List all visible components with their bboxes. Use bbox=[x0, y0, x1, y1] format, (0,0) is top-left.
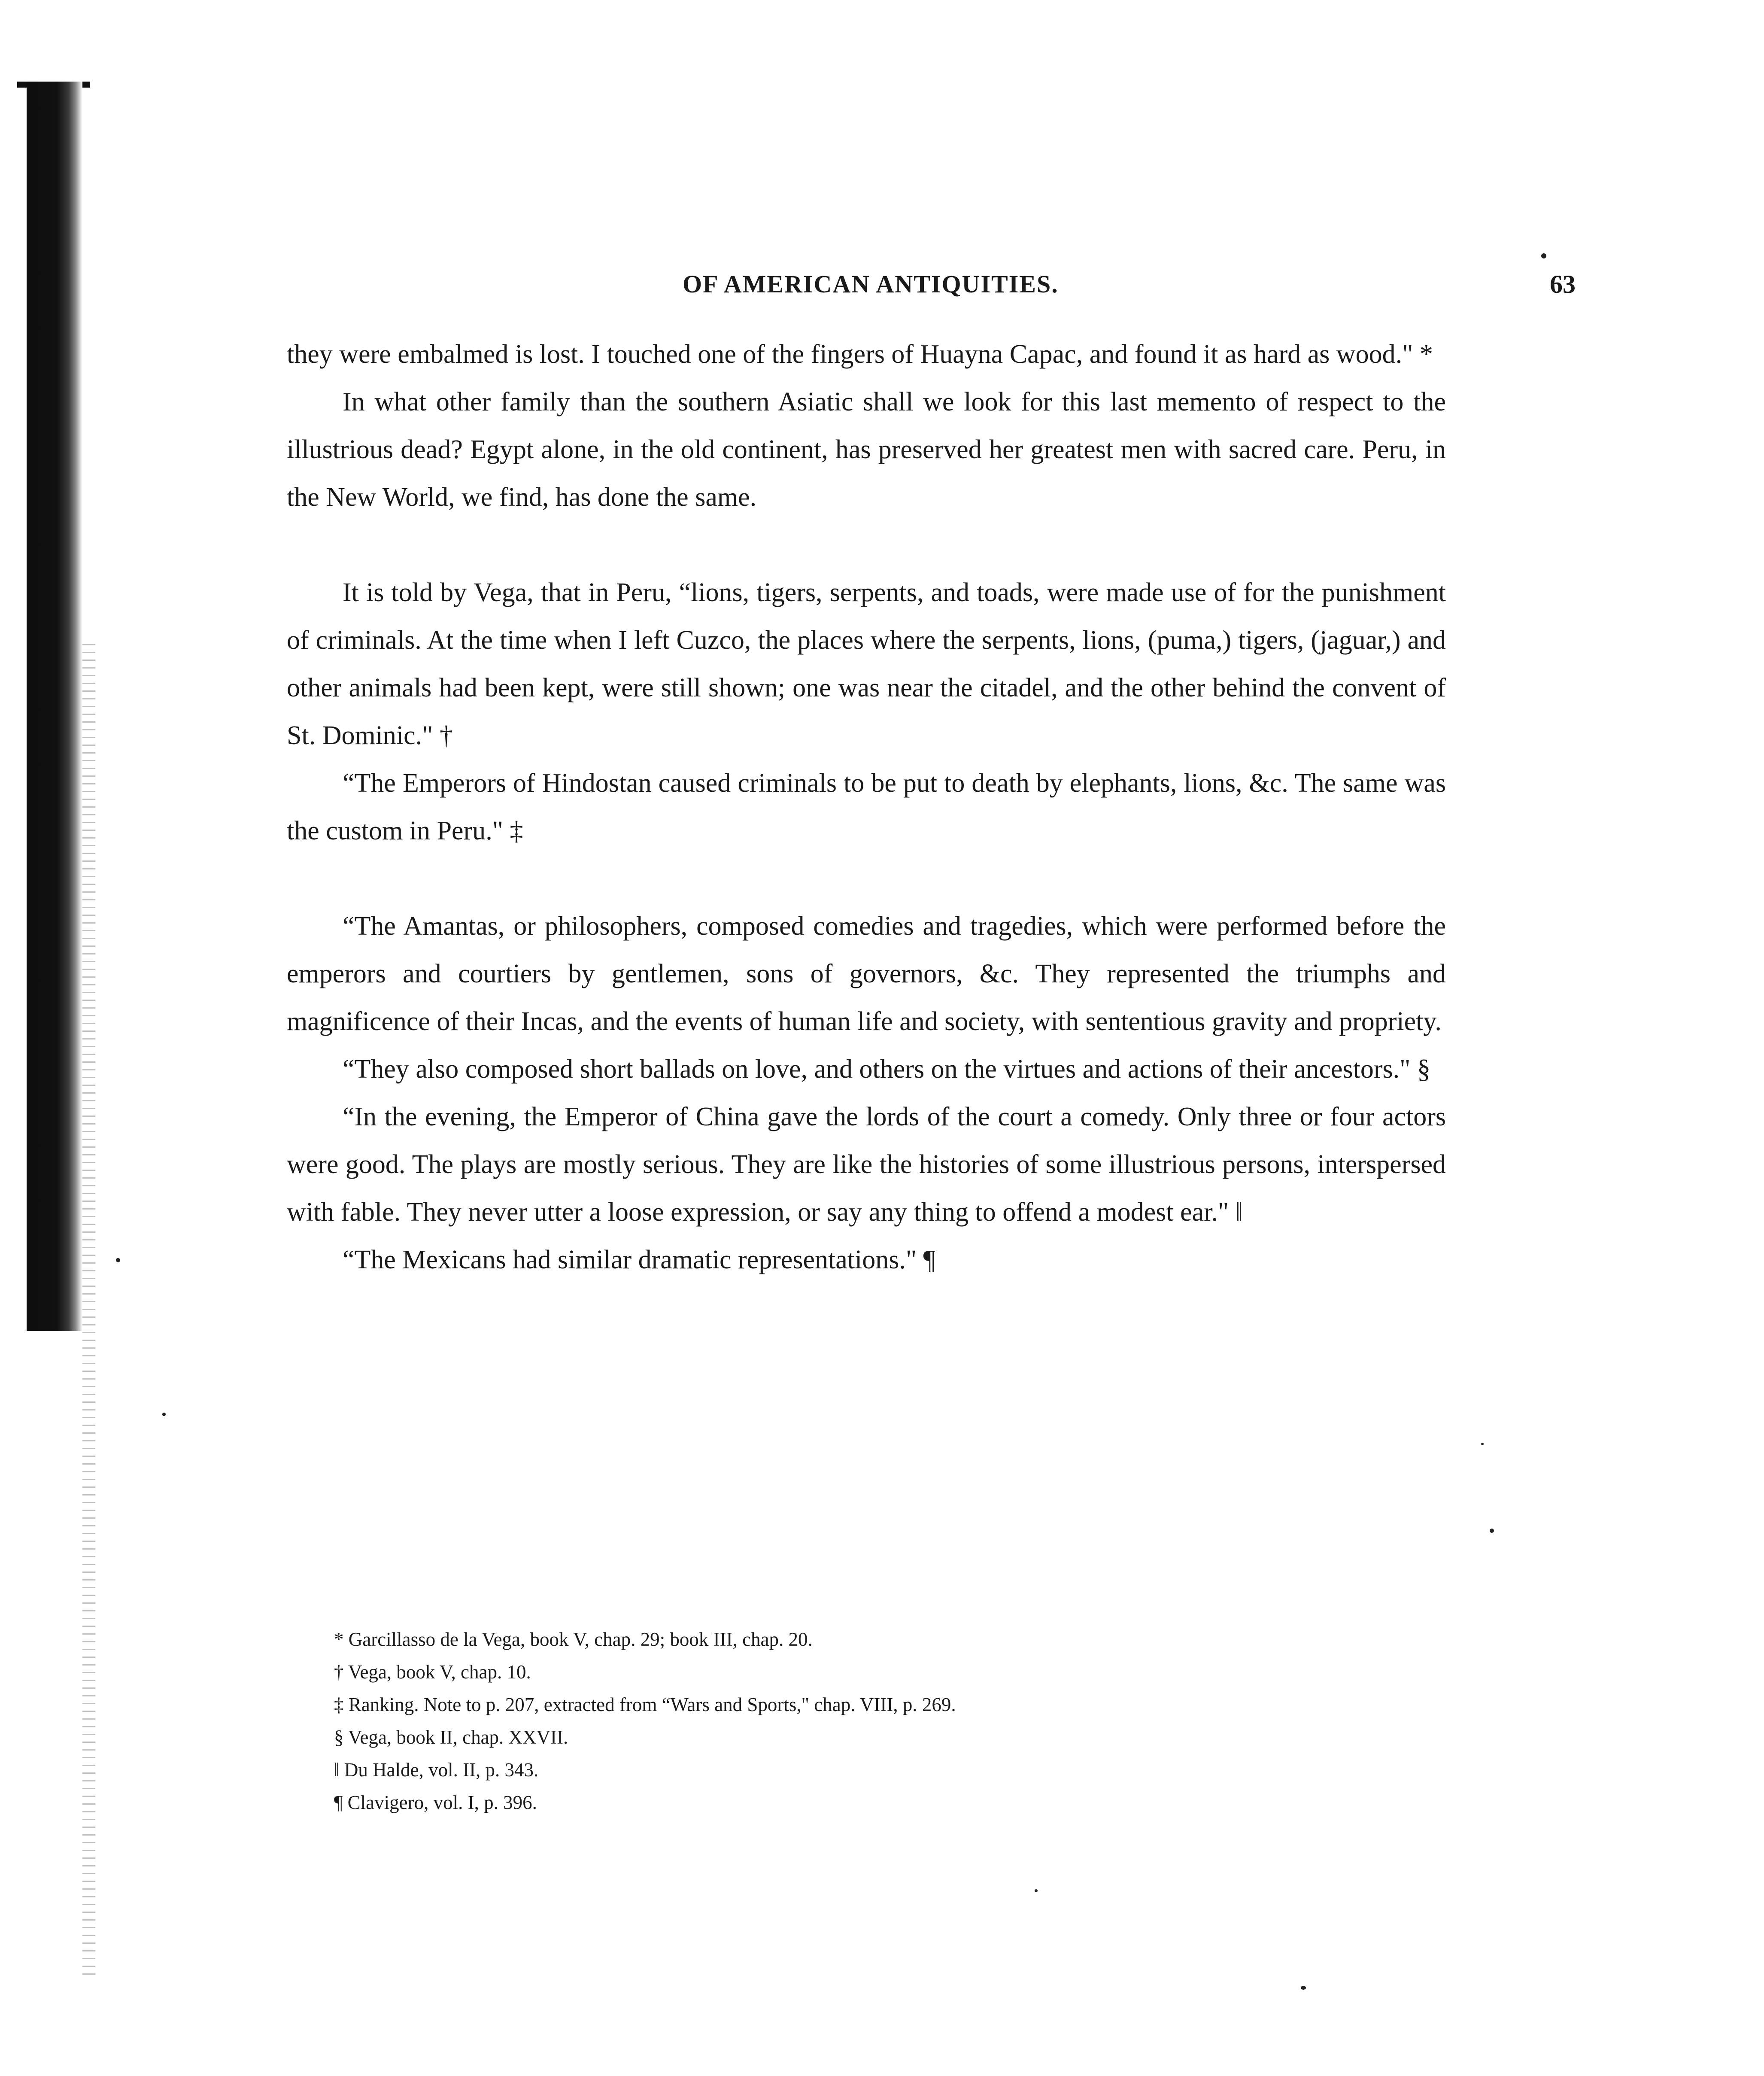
page-number: 63 bbox=[1550, 270, 1576, 298]
scan-speck bbox=[162, 1413, 166, 1416]
scan-speck bbox=[1541, 253, 1546, 258]
paragraph-china: “In the evening, the Emperor of China gave the lords of the court a comedy. Only three or four actors were good. The plays are mostly serious. They are like the histories of some illustrious persons, interspersed with fable. They never utter a loose expression, or say any thing to offend a modest ear." ‖ bbox=[287, 1102, 1446, 1227]
scan-speck bbox=[116, 1258, 120, 1262]
scan-speck bbox=[1490, 1529, 1494, 1533]
scan-speck bbox=[1035, 1889, 1038, 1892]
binding-edge-shadow bbox=[27, 82, 82, 1331]
scan-speck bbox=[1301, 1986, 1306, 1990]
running-title: OF AMERICAN ANTIQUITIES. bbox=[683, 270, 1059, 298]
footnote: † Vega, book V, chap. 10. bbox=[334, 1661, 531, 1683]
running-head bbox=[288, 270, 1576, 308]
footnote: * Garcillasso de la Vega, book V, chap. 29; book III, chap. 20. bbox=[334, 1629, 813, 1650]
footnote: § Vega, book II, chap. XXVII. bbox=[334, 1726, 568, 1748]
paragraph-amantas: “The Amantas, or philosophers, composed comedies and tragedies, which were performed before the emperors and courtiers by gentlemen, sons of governors, &c. They represented the triumphs and magnificence of their Incas, and the events of human life and society, with sententious gravity and propriety. bbox=[287, 912, 1446, 1036]
footnote: ‖ Du Halde, vol. II, p. 343. bbox=[334, 1759, 539, 1781]
body-text bbox=[287, 331, 1446, 1284]
paragraph-ballads: “They also composed short ballads on love, and others on the virtues and actions of their ancestors." § bbox=[343, 1055, 1430, 1084]
footnotes bbox=[334, 1623, 1278, 1819]
paragraph-mexicans: “The Mexicans had similar dramatic representations." ¶ bbox=[343, 1245, 935, 1274]
binding-edge-speckle bbox=[82, 644, 95, 1975]
paragraph-hindostan: “The Emperors of Hindostan caused criminals to be put to death by elephants, lions, &c. The same was the custom in Peru." ‡ bbox=[287, 769, 1446, 845]
scan-speck bbox=[1481, 1443, 1484, 1445]
footnote: ‡ Ranking. Note to p. 207, extracted from “Wars and Sports," chap. VIII, p. 269. bbox=[334, 1694, 956, 1715]
paragraph-continuation: they were embalmed is lost. I touched one of the fingers of Huayna Capac, and found it as hard as wood." * bbox=[287, 340, 1433, 369]
paragraph-punishment: It is told by Vega, that in Peru, “lions, tigers, serpents, and toads, were made use of for the punishment of criminals. At the time when I left Cuzco, the places where the serpents, lions, (puma,) tigers, (jaguar,) and other animals had been kept, were still shown; one was near the citadel, and the other behind the convent of St. Dominic." † bbox=[287, 578, 1446, 750]
paragraph-embalming: In what other family than the southern Asiatic shall we look for this last memento of respect to the illustrious dead? Egypt alone, in the old continent, has preserved her greatest men with sacred care. Peru, in the New World, we find, has done the same. bbox=[287, 387, 1446, 512]
footnote: ¶ Clavigero, vol. I, p. 396. bbox=[334, 1792, 537, 1813]
